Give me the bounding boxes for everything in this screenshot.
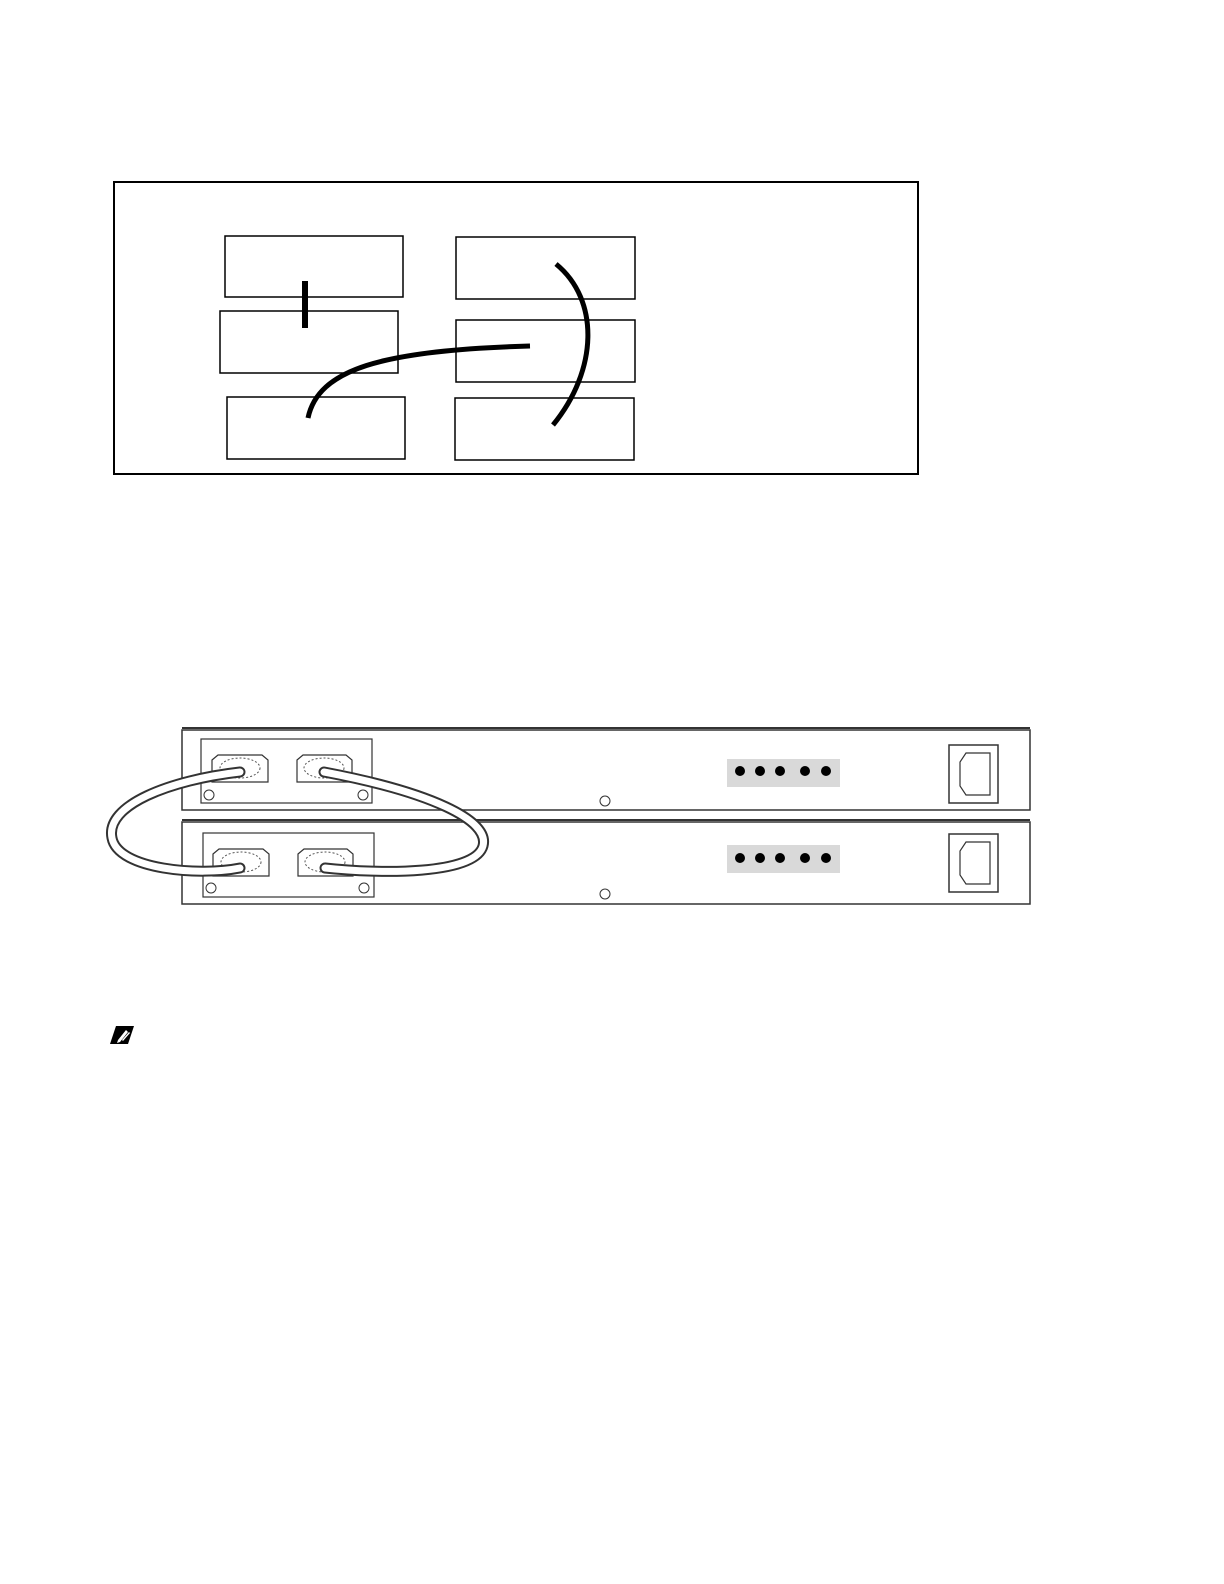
stack-unit-right-middle: [456, 320, 635, 382]
rack-stacking-diagram: [0, 720, 1224, 920]
switch-bottom: [182, 820, 1030, 904]
note-pencil-icon: [108, 1024, 136, 1048]
led: [755, 766, 765, 776]
power-inlet-icon: [949, 745, 998, 803]
stack-unit-right-bottom: [455, 398, 634, 460]
led: [735, 853, 745, 863]
led: [821, 766, 831, 776]
mounting-hole: [600, 796, 610, 806]
led: [800, 853, 810, 863]
stack-topology-diagram: [0, 170, 1224, 490]
stack-unit-left-top: [225, 236, 403, 297]
screw: [358, 790, 368, 800]
led: [800, 766, 810, 776]
led: [755, 853, 765, 863]
stack-unit-left-bottom: [227, 397, 405, 459]
led: [735, 766, 745, 776]
stack-unit-right-top: [456, 237, 635, 299]
led: [775, 766, 785, 776]
power-inlet-icon: [949, 834, 998, 892]
screw: [204, 790, 214, 800]
mounting-hole: [600, 889, 610, 899]
screw: [359, 883, 369, 893]
screw: [206, 883, 216, 893]
led: [775, 853, 785, 863]
switch-top: [182, 728, 1030, 810]
led: [821, 853, 831, 863]
